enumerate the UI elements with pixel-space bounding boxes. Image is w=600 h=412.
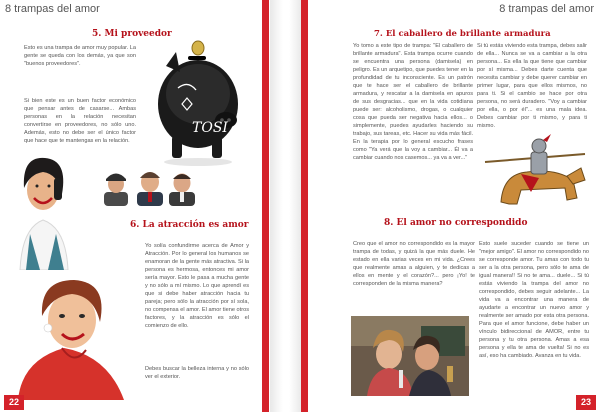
man-portrait-1	[100, 170, 132, 206]
left-running-head: 8 trampas del amor	[5, 3, 100, 15]
section-5-title: 5. Mi proveedor	[92, 29, 172, 39]
piggy-bank-illustration	[148, 22, 250, 172]
page-gutter	[270, 0, 302, 412]
section-8-column-1: Creo que el amor no correspondido es la mayor trampa de todas, y quizá la que más duele. He estado en ella varias veces en mi vida. ¿Crees que realmente amas a alguien, y te dedicas a ellos en mente y el corazón?... pero ¡Yo! te corresponden de la misma manera?	[353, 241, 475, 287]
woman-in-red-illustration	[14, 262, 140, 400]
man-portrait-2	[134, 166, 166, 206]
knight-on-horse-illustration	[481, 132, 591, 210]
page-number-left: 22	[4, 395, 24, 410]
section-7-column-1: Yo tomo a este tipo de trampa: "El caballero de brillante armadura". Esta trampa ocurre cuando se encuentra una persona (damisela) en peligro. Es un arquetipo, que puedes tener en la profundidad de tu inconsciente. Es un patrón que te hace ser el caballero de brillante armadura, y rescatar a la damisela en apuros de sus desgracias... que en la vida cotidiana puede ser: alcoholismo, drogas, o cualquier cosa que pueda ser negativa hacia ellos... o simplemente, puedes ayudarles haciendo su trabajo, sus tareas, etc. Hacer su vida más fácil. En la terapia por lo general escucho frases como "Ya verá que la voy a cambiar... Él va a cambiar cuando nos casemos... ya va a ver..."	[353, 43, 473, 161]
page-number-right: 23	[576, 395, 596, 410]
section-5-paragraph-2: Si bien este es un buen factor económico que pensar antes de casarse... Ambas personas en la relación necesitan convertirse en proveedores, no sólo uno. Además, esto no debe ser el único factor que hace que te mantengas en la relación.	[24, 98, 136, 144]
section-5-paragraph-1: Esto es una trampa de amor muy popular. La gente se queda con los demás, ya que son "buenos proveedores".	[24, 45, 136, 67]
section-6-paragraph-1: Yo solía confundirme acerca de Amor y Atracción. Por lo general los humanos se enamoran de la gente más atractiva. Si la persona es hermosa, entonces mi amor sería mayor. Esto le pasa a mucha gente y no sólo a mí mismo. Lo que aprendí es que si debe haber atracción hacia tu pareja; pero sólo la atracción por sí sola, no compensa el amor. El amor tiene otros factores, y la atracción es sólo el comienzo de ello.	[145, 243, 249, 329]
section-7-column-2: Si tú estás viviendo esta trampa, debes salir de ella... Nunca se va a cambiar a la otra persona... Es ella la que tiene que cambiar por sí misma... Debes darte cuenta que necesita cambiar y debe querer cambiar en primer lugar, para que ellos mismos, no para ti. Si el cambio se hace por otra persona, no será duradero. "Voy a cambiar por ella, o por él"... es una mala idea. Debes cambiar por ti mismo, y para ti mismo.	[477, 43, 587, 129]
piggy-bank-text: TOSI	[192, 120, 228, 136]
left-red-bar	[262, 0, 269, 412]
man-portrait-3	[166, 168, 198, 206]
section-8-column-2: Esto suele suceder cuando se tiene un "mejor amigo". El amor no correspondido no se corresponde amor. Tu amas con todo tu ser a la otra persona, pero sólo te ama de igual manera!! Si no te ama... duele... Si tú estás viviendo la trampa del amor no correspondido, debes seguir adelante... La vida va a encontrar una manera de ayudarte a encontrar un nuevo amor y realmente ser amado por esta otra persona. Para que el amor funcione, debe haber un vínculo bidireccional de AMOR, entre tu persona y tu otra persona. Amas a esa persona y ella te ama de vuelta! Si no es así, eso ha cambiado. Avanza en tu vida.	[479, 241, 589, 359]
section-7-title: 7. El caballero de brillante armadura	[374, 29, 551, 39]
couple-photo	[351, 316, 469, 396]
section-8-title: 8. El amor no correspondido	[384, 218, 528, 228]
section-6-paragraph-2: Debes buscar la belleza interna y no sólo ver el exterior.	[145, 366, 249, 380]
section-6-title: 6. La atracción es amor	[130, 220, 249, 230]
right-running-head: 8 trampas del amor	[499, 3, 594, 15]
right-red-bar	[301, 0, 308, 412]
woman-on-phone-illustration	[12, 150, 74, 270]
